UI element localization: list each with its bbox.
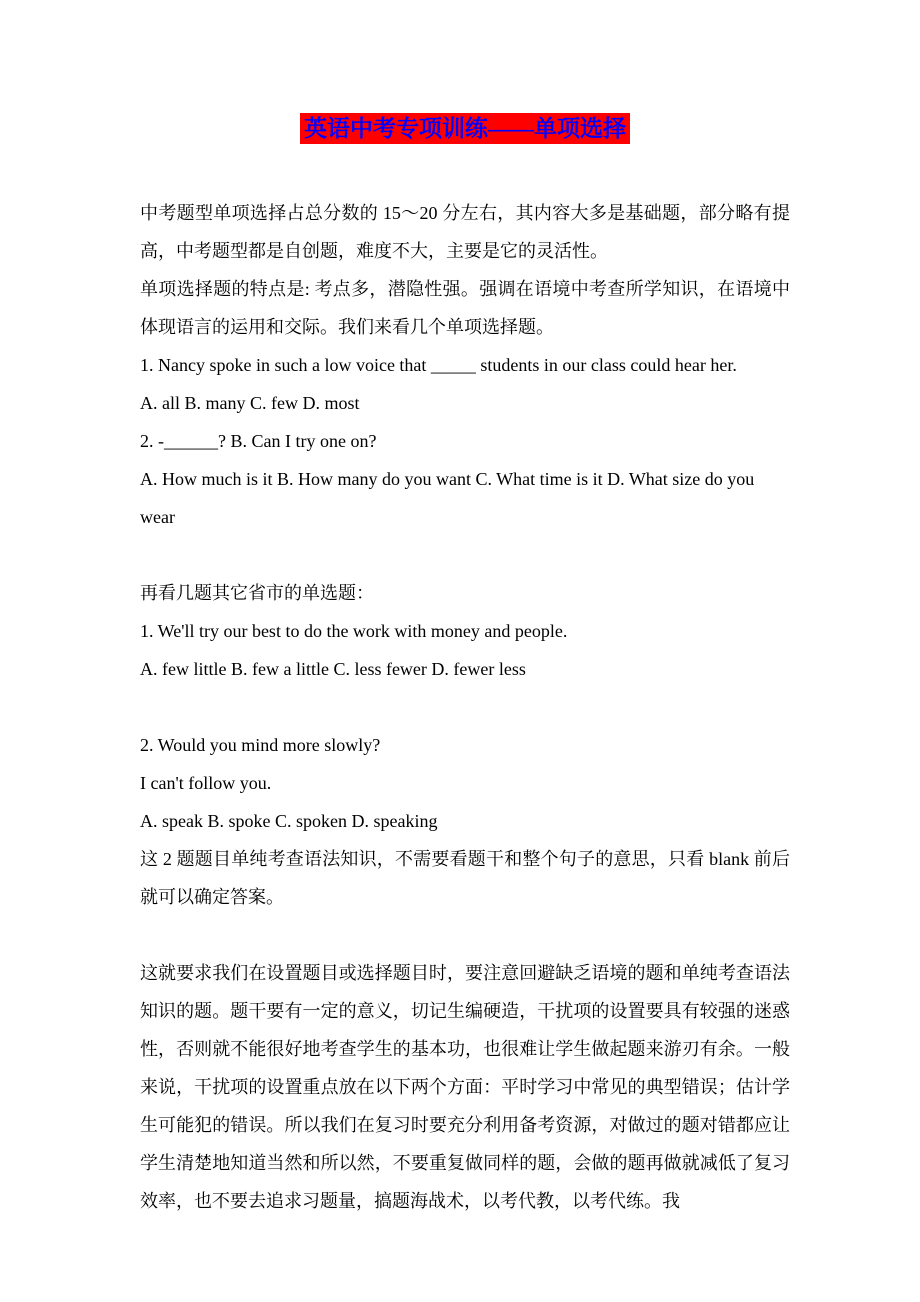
question-4-stem: 2. Would you mind more slowly?	[140, 735, 381, 755]
question-2-options: A. How much is it B. How many do you want C. What time is it D. What size do you wear	[140, 469, 755, 527]
blank-line	[140, 688, 790, 726]
paragraph-grammar-note: 这 2 题题目单纯考查语法知识，不需要看题干和整个句子的意思，只看 blank 前后就可以确定答案。	[140, 849, 790, 907]
question-3-stem: 1. We'll try our best to do the work with money and people.	[140, 621, 568, 641]
paragraph-other-provinces: 再看几题其它省市的单选题：	[140, 583, 374, 603]
question-4-options: A. speak B. spoke C. spoken D. speaking	[140, 811, 438, 831]
blank-line	[140, 916, 790, 954]
paragraph-characteristics: 单项选择题的特点是: 考点多，潜隐性强。强调在语境中考查所学知识，在语境中体现语言的运用和交际。我们来看几个单项选择题。	[140, 279, 790, 337]
question-1-stem: 1. Nancy spoke in such a low voice that _____ students in our class could hear her.	[140, 355, 737, 375]
question-1-options: A. all B. many C. few D. most	[140, 393, 360, 413]
paragraph-intro-scoring: 中考题型单项选择占总分数的 15～20 分左右，其内容大多是基础题，部分略有提高，中考题型都是自创题，难度不大，主要是它的灵活性。	[140, 203, 790, 261]
document-title	[140, 112, 790, 146]
question-3-options: A. few little B. few a little C. less fewer D. fewer less	[140, 659, 526, 679]
paragraph-conclusion: 这就要求我们在设置题目或选择题目时，要注意回避缺乏语境的题和单纯考查语法知识的题。题干要有一定的意义，切记生编硬造，干扰项的设置要具有较强的迷惑性，否则就不能很好地考查学生的基本功，也很难让学生做起题来游刃有余。一般来说，干扰项的设置重点放在以下两个方面：平时学习中常见的典型错误；估计学生可能犯的错误。所以我们在复习时要充分利用备考资源，对做过的题对错都应让学生清楚地知道当然和所以然，不要重复做同样的题，会做的题再做就减低了复习效率，也不要去追求习题量，搞题海战术，以考代教，以考代练。我	[140, 963, 790, 1211]
document-title-text: 英语中考专项训练——单项选择	[300, 113, 630, 144]
blank-line	[140, 536, 790, 574]
question-2-stem: 2. -______? B. Can I try one on?	[140, 431, 377, 451]
question-4-stem-line2: I can't follow you.	[140, 773, 272, 793]
